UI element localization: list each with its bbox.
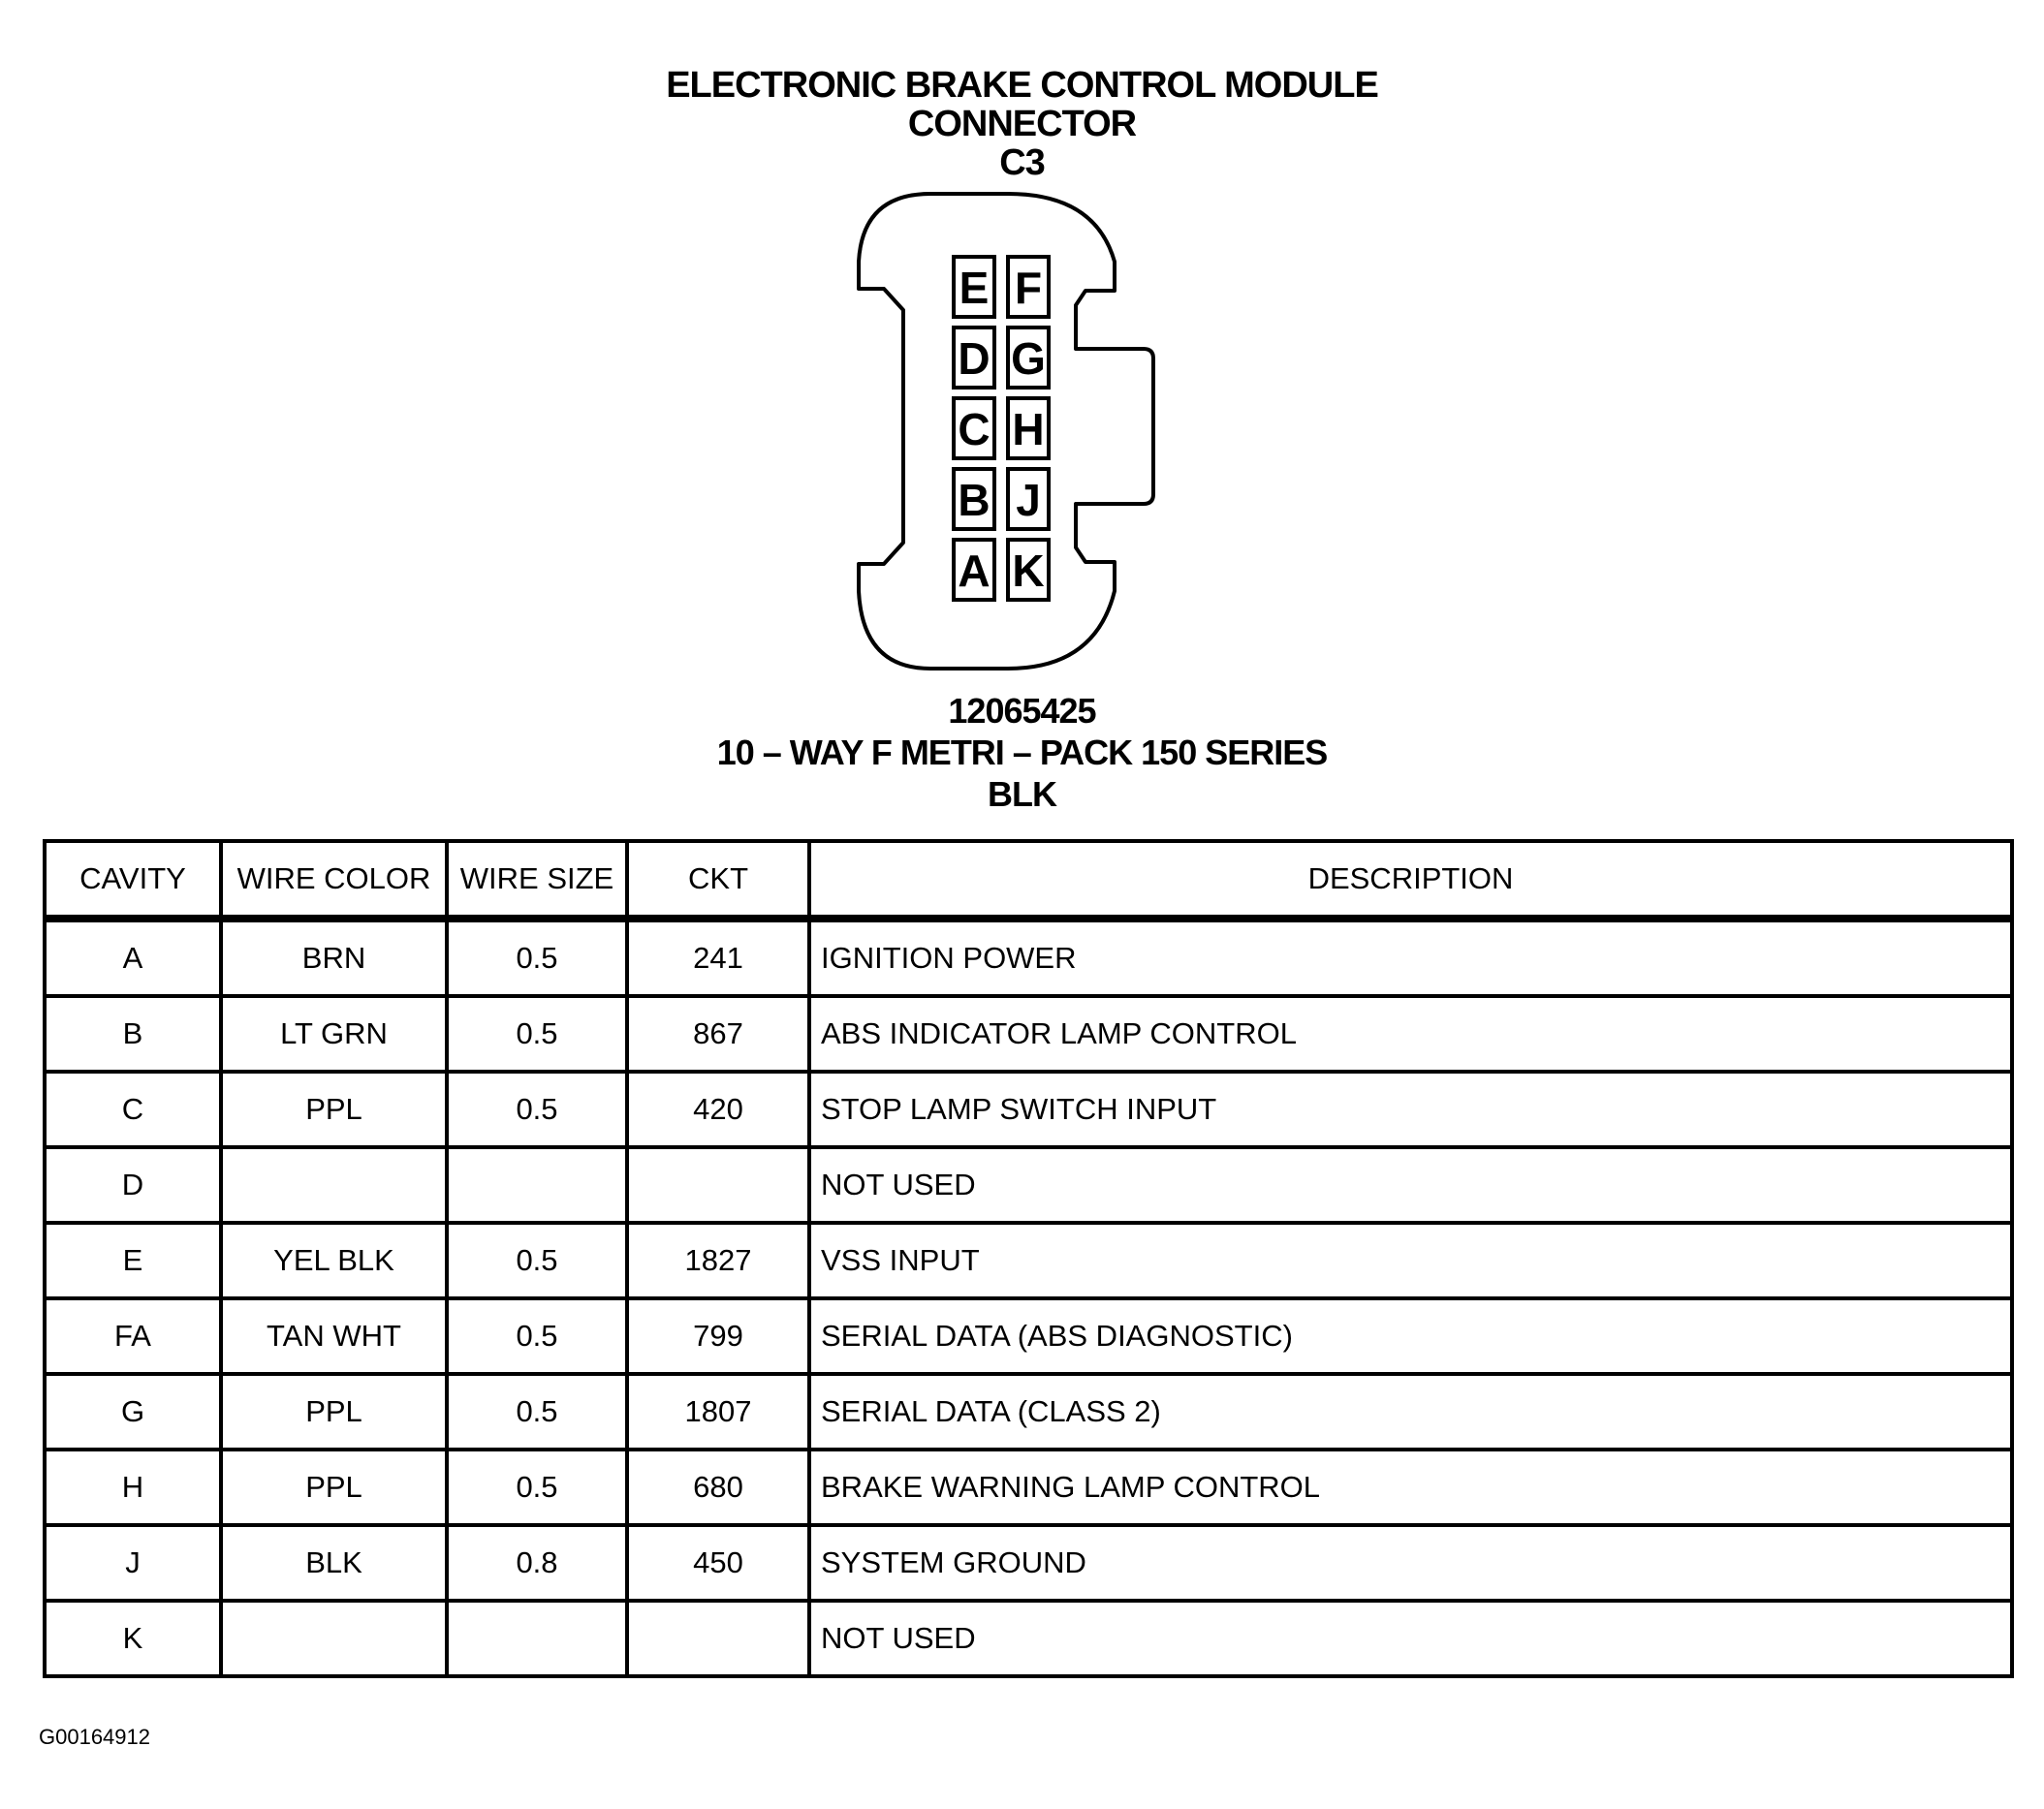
header-description: DESCRIPTION: [809, 841, 2012, 919]
cell-cavity: J: [45, 1525, 221, 1601]
cell-wire-size: 0.5: [447, 996, 627, 1072]
cell-wire-color: [221, 1601, 447, 1676]
part-number: 12065425: [948, 691, 1096, 731]
cell-cavity: G: [45, 1374, 221, 1450]
figure-code: G00164912: [39, 1725, 150, 1749]
table-row: [45, 919, 2012, 996]
table-row: [45, 1147, 2012, 1223]
cell-wire-size: 0.5: [447, 1072, 627, 1147]
cell-ckt: [627, 1147, 809, 1223]
cell-description: IGNITION POWER: [809, 919, 2012, 996]
cell-wire-size: 0.5: [447, 1223, 627, 1298]
table-row: [45, 1601, 2012, 1676]
pin-label: F: [1014, 263, 1043, 313]
pin-label: D: [958, 333, 991, 384]
table-row: [45, 1450, 2012, 1525]
pinout-table: [43, 839, 2014, 1678]
cell-ckt: 1827: [627, 1223, 809, 1298]
header-wire-color: WIRE COLOR: [221, 841, 447, 919]
pin-label: B: [958, 475, 991, 525]
header-ckt: CKT: [627, 841, 809, 919]
connector-description: 10 – WAY F METRI – PACK 150 SERIES: [716, 733, 1328, 772]
table-row: [45, 1525, 2012, 1601]
cell-description: SYSTEM GROUND: [809, 1525, 2012, 1601]
cell-wire-color: PPL: [221, 1374, 447, 1450]
pin-label: C: [958, 404, 991, 454]
cell-ckt: 450: [627, 1525, 809, 1601]
cell-wire-size: 0.8: [447, 1525, 627, 1601]
connector-info: [0, 690, 2044, 815]
pin-cavity: [1008, 398, 1049, 458]
pin-cavity: [954, 540, 994, 600]
pin-cavity: [1008, 469, 1049, 529]
title-line-2: CONNECTOR: [907, 104, 1137, 144]
table-row: [45, 1223, 2012, 1298]
cell-description: SERIAL DATA (CLASS 2): [809, 1374, 2012, 1450]
cell-description: VSS INPUT: [809, 1223, 2012, 1298]
cell-ckt: [627, 1601, 809, 1676]
cell-description: NOT USED: [809, 1147, 2012, 1223]
table-row: [45, 1072, 2012, 1147]
cell-wire-color: PPL: [221, 1450, 447, 1525]
cell-cavity: H: [45, 1450, 221, 1525]
pin-label: E: [959, 263, 990, 313]
cell-wire-color: [221, 1147, 447, 1223]
cell-wire-size: 0.5: [447, 1298, 627, 1374]
cell-description: SERIAL DATA (ABS DIAGNOSTIC): [809, 1298, 2012, 1374]
cell-wire-size: 0.5: [447, 1450, 627, 1525]
pins-right-column: [1008, 257, 1049, 600]
cell-cavity: E: [45, 1223, 221, 1298]
pin-cavity: [1008, 257, 1049, 317]
cell-wire-color: BRN: [221, 919, 447, 996]
connector-color: BLK: [988, 774, 1056, 814]
table-body: [45, 919, 2012, 1676]
cell-cavity: D: [45, 1147, 221, 1223]
cell-wire-size: [447, 1601, 627, 1676]
cell-ckt: 680: [627, 1450, 809, 1525]
table-row: [45, 1298, 2012, 1374]
cell-wire-size: 0.5: [447, 919, 627, 996]
pin-cavity: [1008, 540, 1049, 600]
cell-wire-size: 0.5: [447, 1374, 627, 1450]
cell-wire-color: YEL BLK: [221, 1223, 447, 1298]
cell-description: BRAKE WARNING LAMP CONTROL: [809, 1450, 2012, 1525]
cell-description: ABS INDICATOR LAMP CONTROL: [809, 996, 2012, 1072]
cell-ckt: 420: [627, 1072, 809, 1147]
cell-cavity: B: [45, 996, 221, 1072]
pins-left-column: [954, 257, 994, 600]
cell-cavity: K: [45, 1601, 221, 1676]
cell-cavity: C: [45, 1072, 221, 1147]
pin-cavity: [954, 398, 994, 458]
table-row: [45, 996, 2012, 1072]
connector-drawing: [853, 184, 1182, 678]
cell-wire-size: [447, 1147, 627, 1223]
cell-ckt: 799: [627, 1298, 809, 1374]
cell-ckt: 867: [627, 996, 809, 1072]
pin-label: J: [1016, 475, 1041, 525]
diagram-title: [0, 66, 2044, 182]
pin-cavity: [954, 327, 994, 388]
title-line-3: C3: [999, 142, 1045, 183]
cell-description: NOT USED: [809, 1601, 2012, 1676]
pin-label: K: [1012, 546, 1045, 596]
pin-label: A: [958, 546, 991, 596]
pin-label: H: [1012, 404, 1045, 454]
cell-cavity: A: [45, 919, 221, 996]
header-wire-size: WIRE SIZE: [447, 841, 627, 919]
cell-wire-color: LT GRN: [221, 996, 447, 1072]
pin-cavity: [954, 257, 994, 317]
cell-description: STOP LAMP SWITCH INPUT: [809, 1072, 2012, 1147]
cell-cavity: FA: [45, 1298, 221, 1374]
cell-ckt: 1807: [627, 1374, 809, 1450]
pin-cavity: [1008, 327, 1049, 388]
pin-cavity: [954, 469, 994, 529]
title-line-1: ELECTRONIC BRAKE CONTROL MODULE: [666, 65, 1378, 106]
cell-wire-color: PPL: [221, 1072, 447, 1147]
table-header-row: [45, 841, 2012, 919]
cell-ckt: 241: [627, 919, 809, 996]
cell-wire-color: TAN WHT: [221, 1298, 447, 1374]
cell-wire-color: BLK: [221, 1525, 447, 1601]
pin-label: G: [1011, 333, 1046, 384]
header-cavity: CAVITY: [45, 841, 221, 919]
table-row: [45, 1374, 2012, 1450]
